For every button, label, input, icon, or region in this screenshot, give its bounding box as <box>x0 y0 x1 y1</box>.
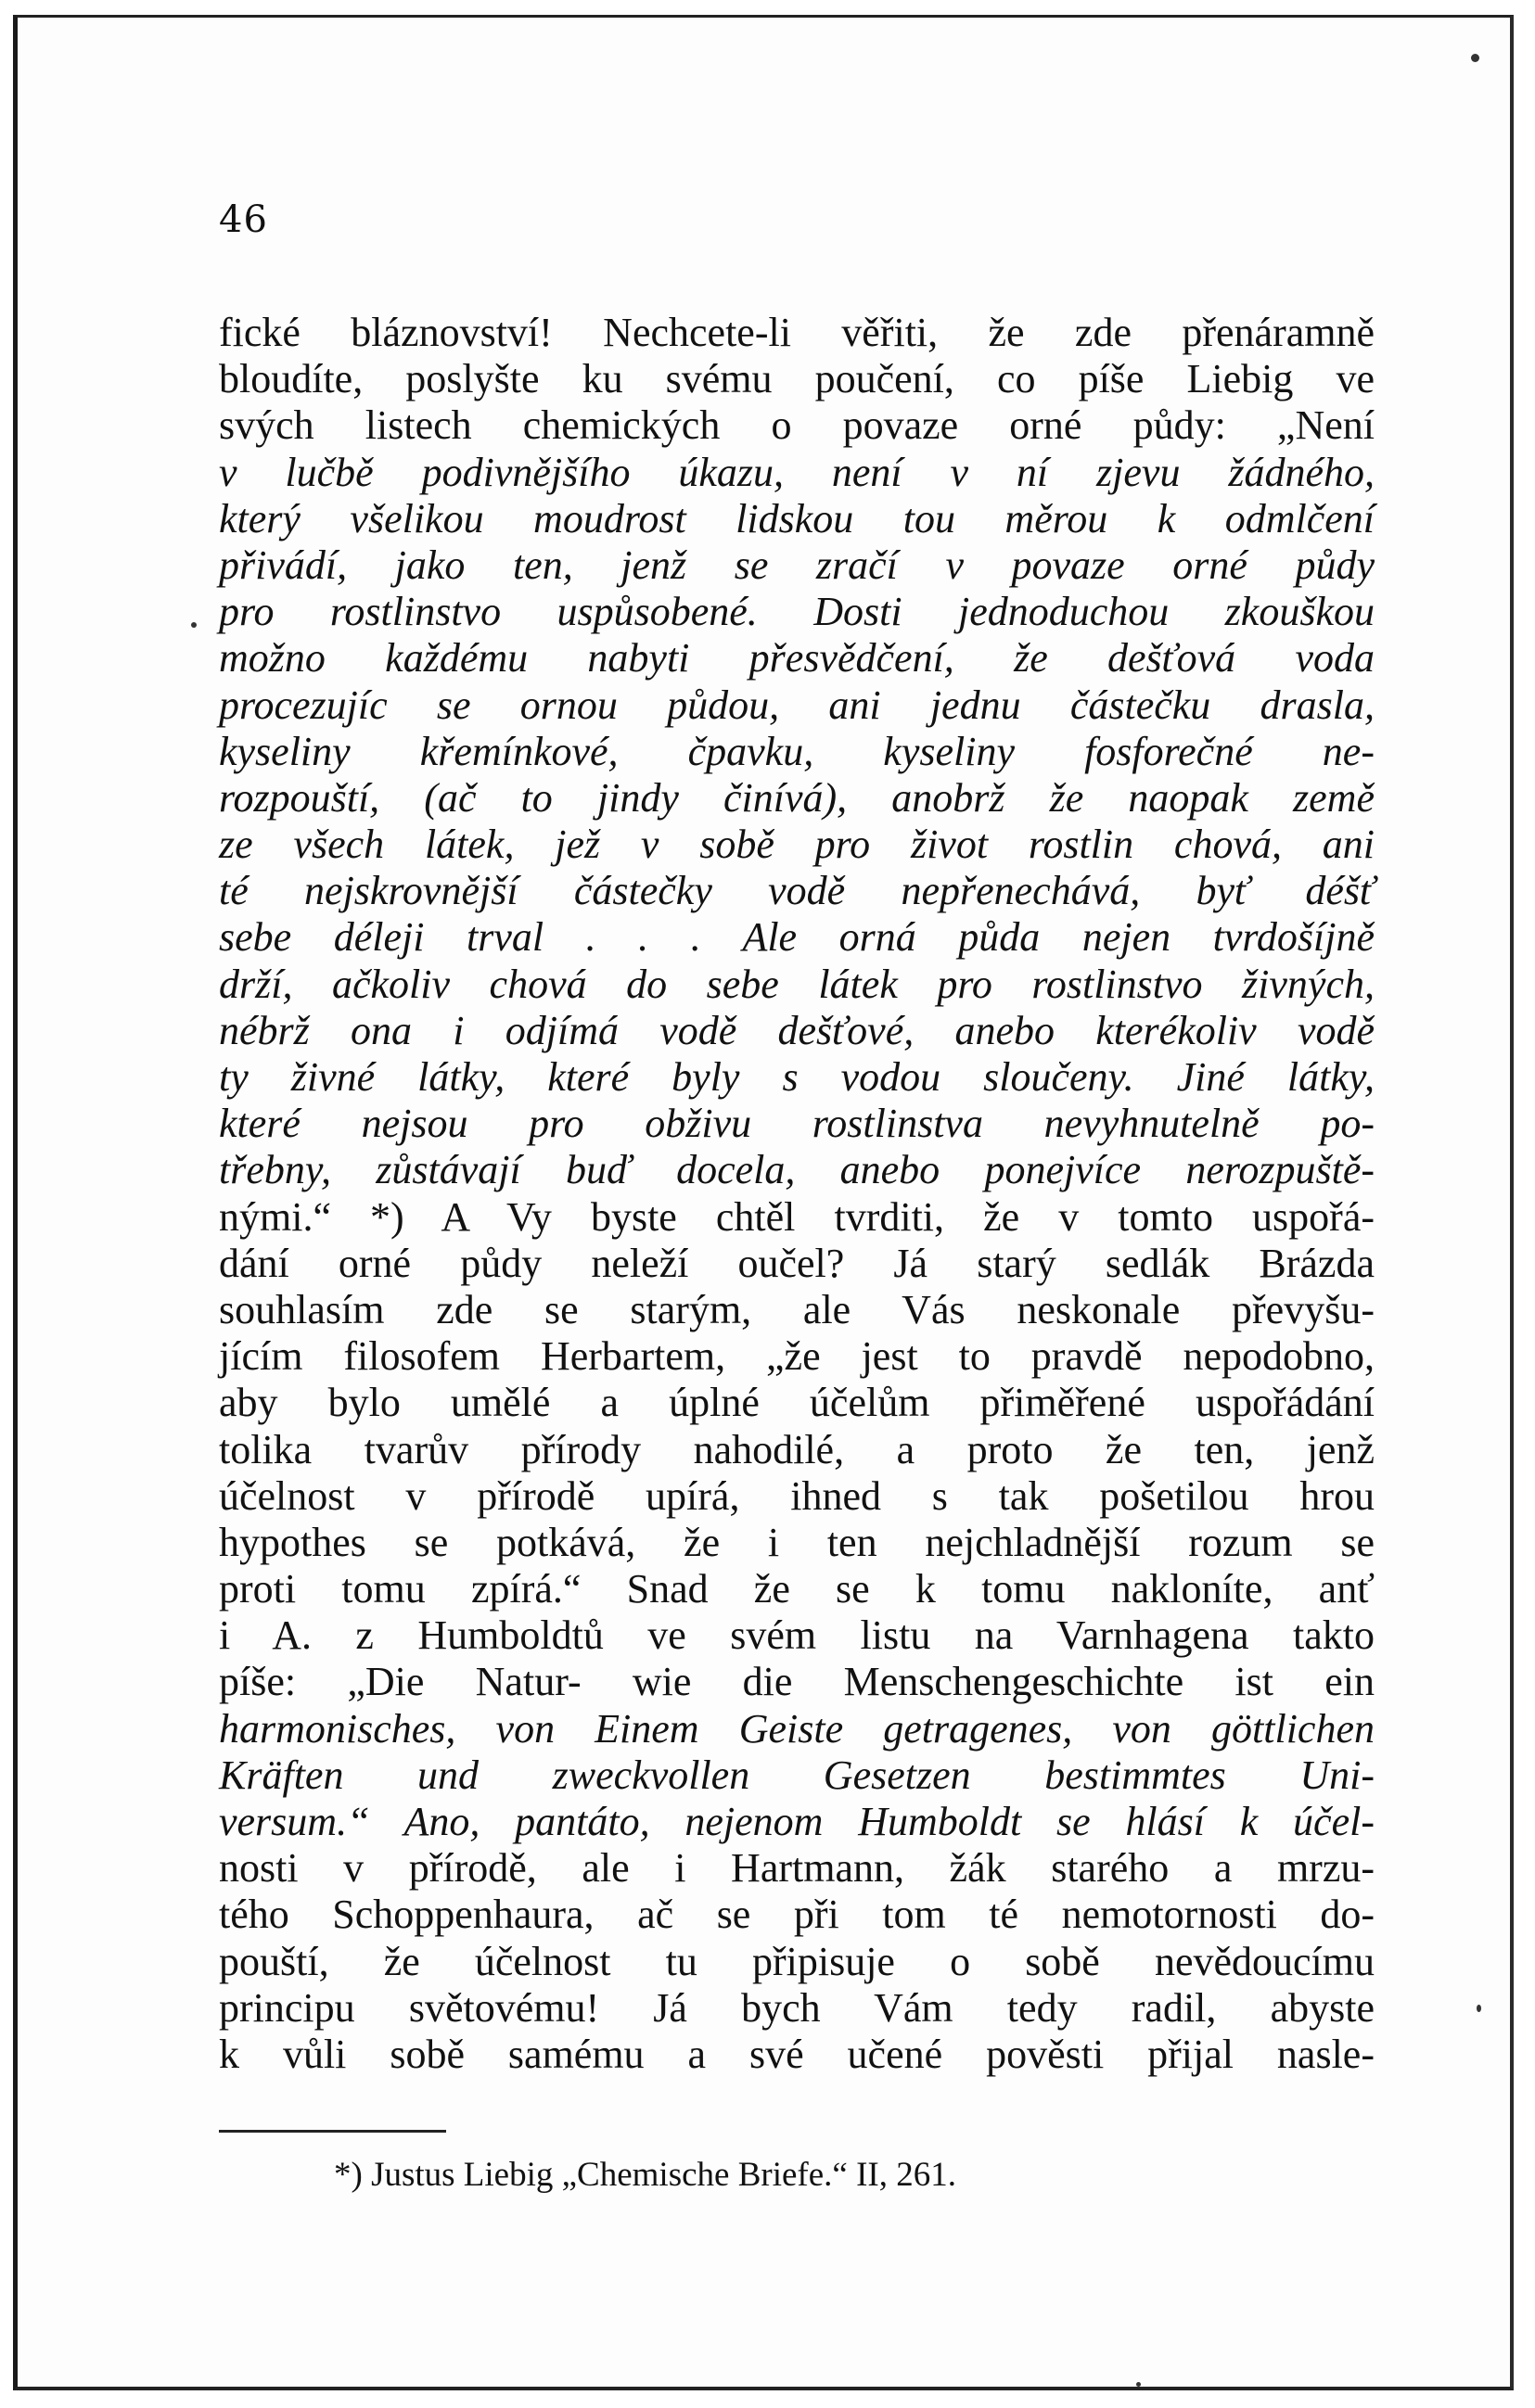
scan-speck-mark <box>1477 2005 1481 2012</box>
text-line: souhlasím zde se starým, ale Vás neskonale převyšu- <box>219 1286 1375 1332</box>
text-line: účelnost v přírodě upírá, ihned s tak pošetilou hrou <box>219 1472 1375 1519</box>
text-line: hypothes se potkává, že i ten nejchladnější rozum se <box>219 1519 1375 1565</box>
text-line: ty živné látky, které byly s vodou sloučeny. Jiné látky, <box>219 1054 1375 1100</box>
text-line: přivádí, jako ten, jenž se zračí v povaze orné půdy <box>219 541 1375 588</box>
text-line: třebny, zůstávají buď docela, anebo ponejvíce nerozpuště- <box>219 1147 1375 1193</box>
text-line: bloudíte, poslyšte ku svému poučení, co píše Liebig ve <box>219 356 1375 402</box>
text-line: možno každému nabyti přesvědčení, že dešťová voda <box>219 635 1375 682</box>
footnote: *) Justus Liebig „Chemische Briefe.“ II, 261. <box>334 2156 956 2194</box>
text-line: kyseliny křemínkové, čpavku, kyseliny fosforečné ne- <box>219 728 1375 774</box>
text-line: které nejsou pro obživu rostlinstva nevyhnutelně po- <box>219 1101 1375 1147</box>
text-line: versum.“ Ano, pantáto, nejenom Humboldt se hlásí k účel- <box>219 1799 1375 1844</box>
text-line: jícím filosofem Herbartem, „že jest to pravdě nepodobno, <box>219 1333 1375 1380</box>
text-line: té nejskrovnější částečky vodě nepřenechává, byť déšť <box>219 868 1375 914</box>
text-line: principu světovému! Já bych Vám tedy radil, abyste <box>219 1984 1375 2031</box>
text-line: píše: „Die Natur- wie die Menschengeschichte ist ein <box>219 1659 1375 1705</box>
text-line: k vůli sobě samému a své učené pověsti přijal nasle- <box>219 2031 1375 2077</box>
text-line: tolika tvarův přírody nahodilé, a proto že ten, jenž <box>219 1426 1375 1472</box>
text-line: svých listech chemických o povaze orné půdy: „Není <box>219 402 1375 449</box>
text-line: i A. z Humboldtů ve svém listu na Varnhagena takto <box>219 1612 1375 1659</box>
page-number: 46 <box>219 198 268 241</box>
text-line: nébrž ona i odjímá vodě dešťové, anebo kterékoliv vodě <box>219 1007 1375 1053</box>
text-line: Kräften und zweckvollen Gesetzen bestimmtes Uni- <box>219 1752 1375 1798</box>
text-line: tého Schoppenhaura, ač se při tom té nemotornosti do- <box>219 1892 1375 1938</box>
text-line: v lučbě podivnějšího úkazu, není v ní zjevu žádného, <box>219 449 1375 495</box>
text-line: nosti v přírodě, ale i Hartmann, žák starého a mrzu- <box>219 1845 1375 1892</box>
text-line: ze všech látek, jež v sobě pro život rostlin chová, ani <box>219 822 1375 868</box>
scan-speck-mark <box>191 622 197 628</box>
footnote-rule <box>219 2130 446 2133</box>
text-line: harmonisches, von Einem Geiste getragenes, von göttlichen <box>219 1705 1375 1752</box>
text-line: který všelikou moudrost lidskou tou měrou k odmlčení <box>219 495 1375 541</box>
text-line: pouští, že účelnost tu připisuje o sobě nevědoucímu <box>219 1938 1375 1984</box>
scan-speck-mark <box>1136 2382 1141 2387</box>
text-line: aby bylo umělé a úplné účelům přiměřené uspořádání <box>219 1380 1375 1426</box>
text-line: pro rostlinstvo uspůsobené. Dosti jednoduchou zkouškou <box>219 589 1375 635</box>
text-line: fické bláznovství! Nechcete-li věřiti, že zde přenáramně <box>219 310 1375 355</box>
text-line: drží, ačkoliv chová do sebe látek pro rostlinstvo živných, <box>219 961 1375 1007</box>
body-text <box>219 310 1375 2078</box>
text-line: procezujíc se ornou půdou, ani jednu částečku drasla, <box>219 682 1375 728</box>
text-line: rozpouští, (ač to jindy činívá), anobrž že naopak země <box>219 774 1375 821</box>
text-line: proti tomu zpírá.“ Snad že se k tomu nakloníte, anť <box>219 1566 1375 1612</box>
text-line: dání orné půdy neleží oučel? Já starý sedlák Brázda <box>219 1240 1375 1286</box>
text-line: nými.“ *) A Vy byste chtěl tvrditi, že v tomto uspořá- <box>219 1193 1375 1240</box>
text-line: sebe déleji trval . . . Ale orná půda nejen tvrdošíjně <box>219 914 1375 961</box>
scan-speck-mark <box>1471 54 1479 62</box>
